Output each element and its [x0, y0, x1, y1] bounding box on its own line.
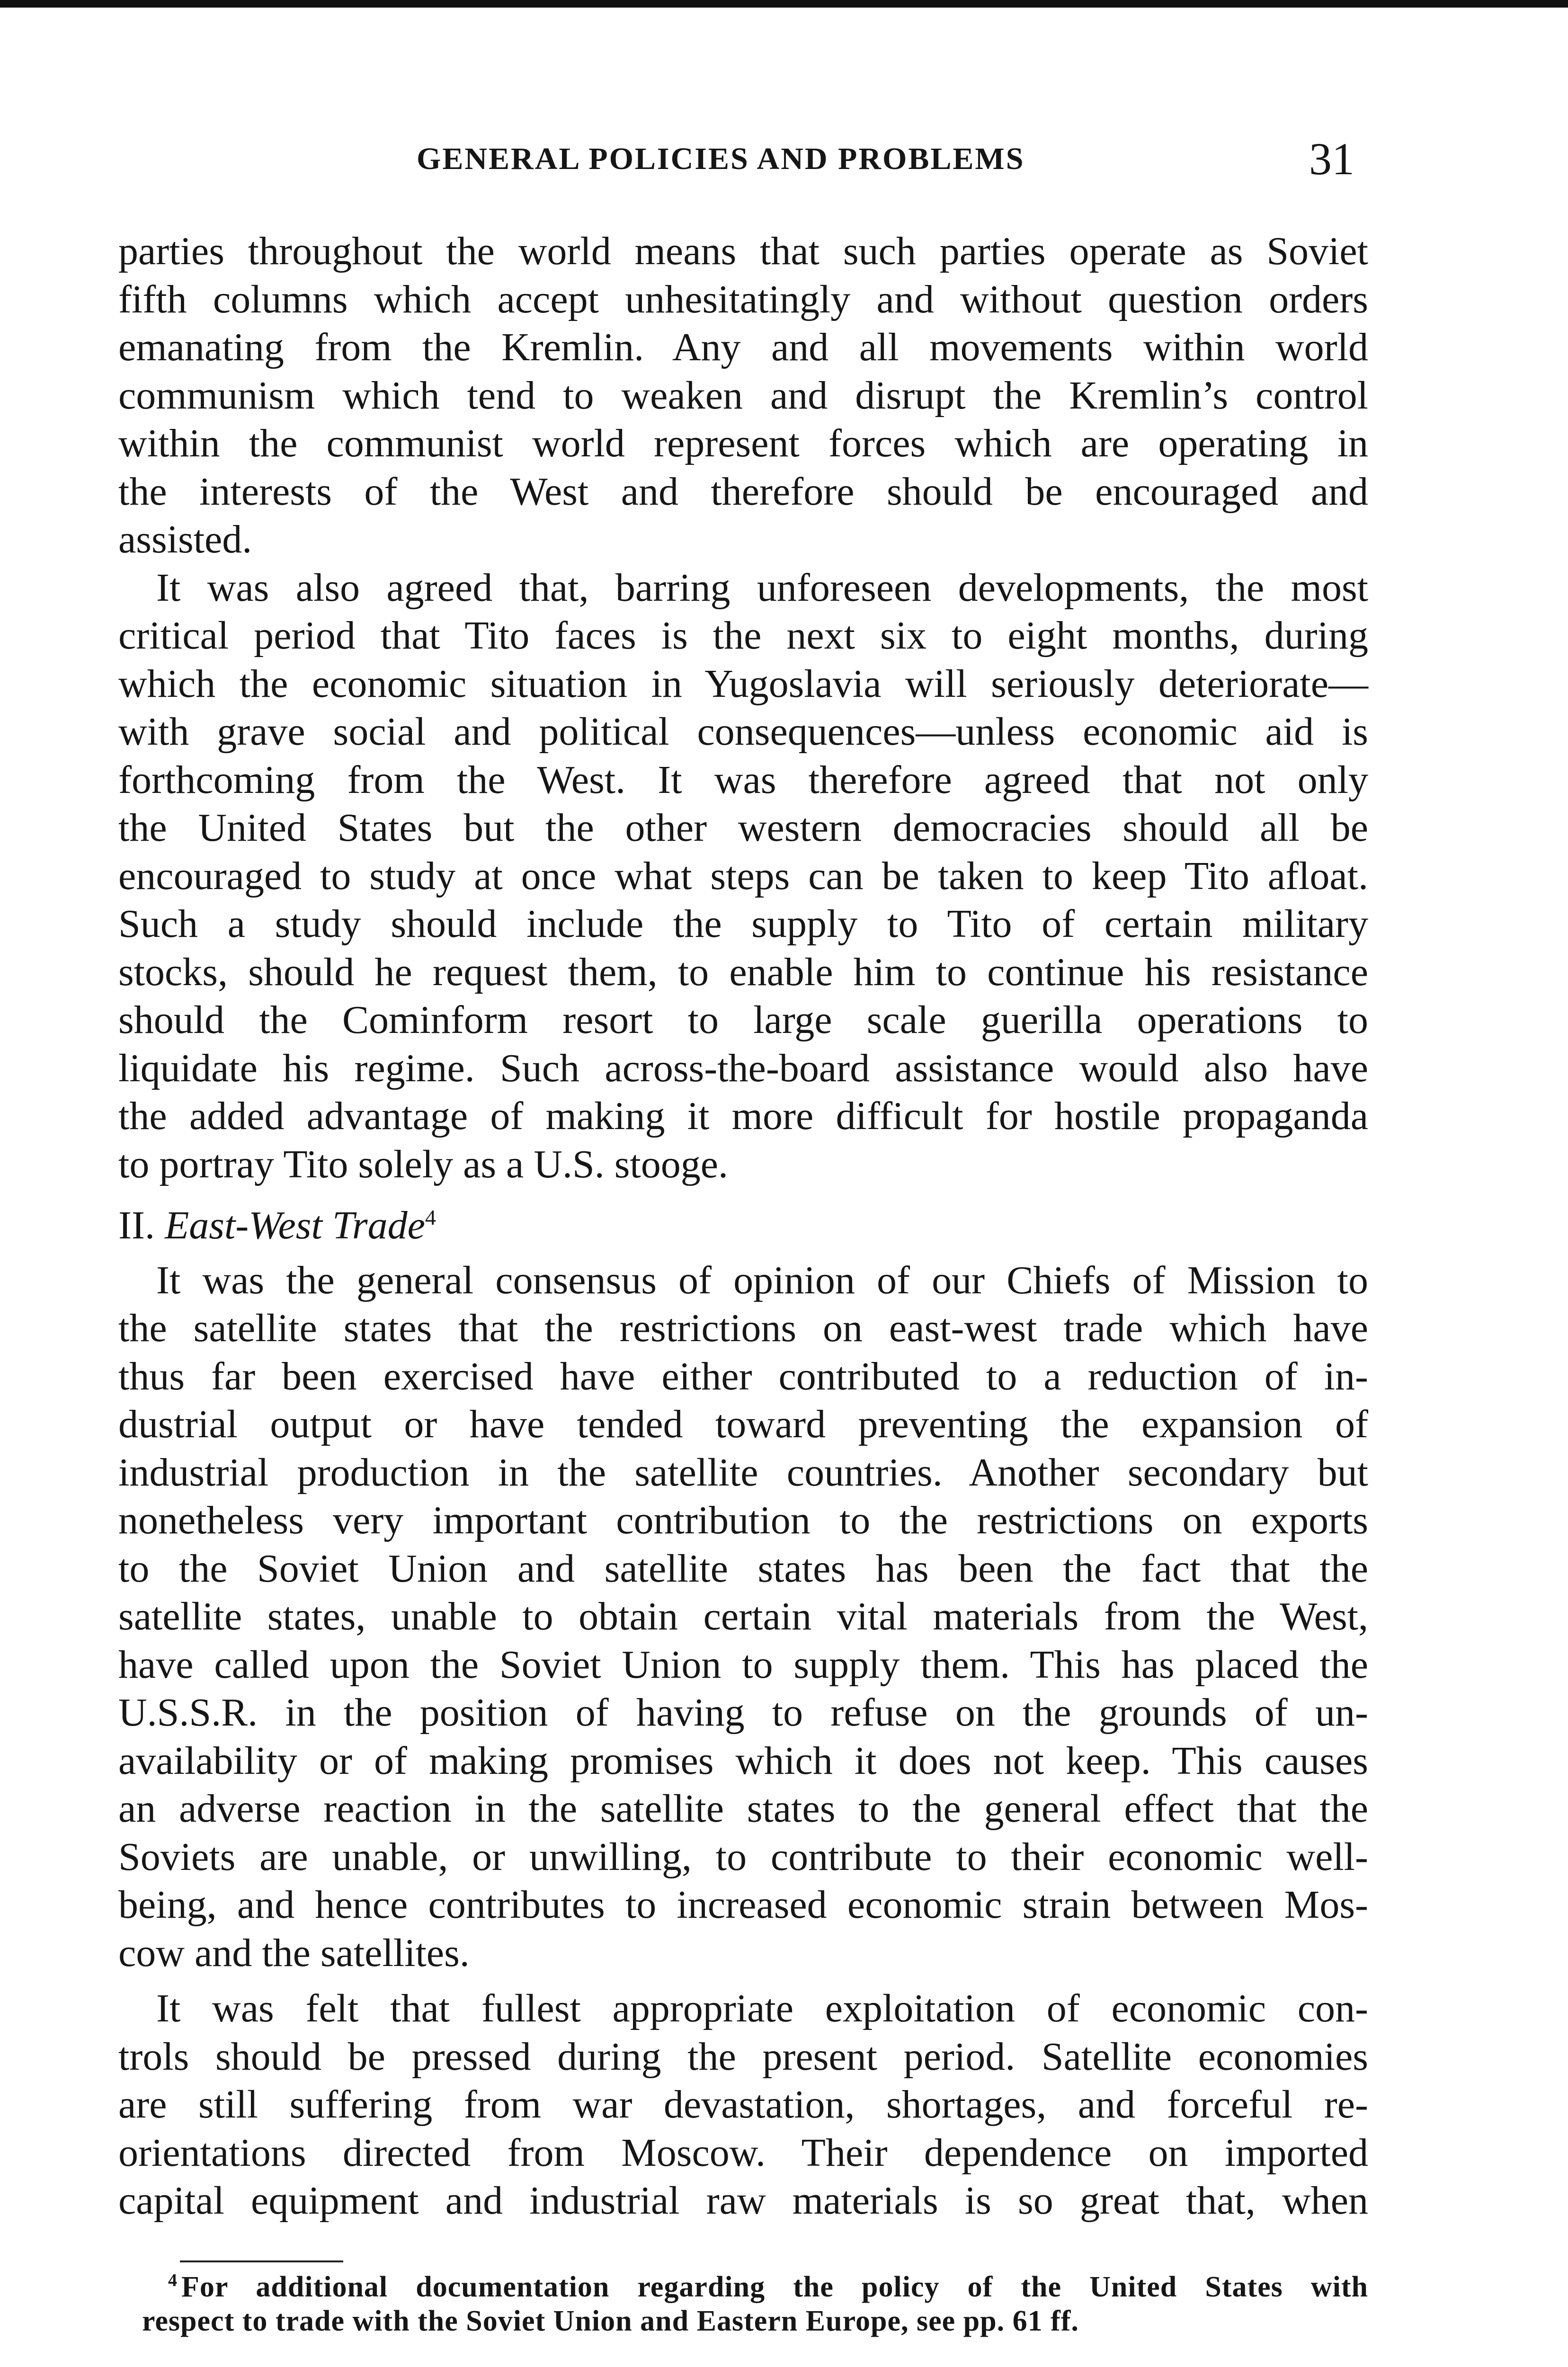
paragraph-3 [118, 1256, 1368, 1977]
page-number: 31 [1309, 133, 1354, 184]
text-line: cow and the satellites. [118, 1931, 470, 1975]
text-line: dustrial output or have tended toward preventing the expansion of [118, 1402, 1368, 1446]
text-line: an adverse reaction in the satellite states to the general effect that the [118, 1787, 1368, 1831]
text-line: parties throughout the world means that such parties operate as Soviet [118, 229, 1368, 273]
footnote-separator [180, 2260, 343, 2262]
section-title: East-West Trade [164, 1203, 425, 1247]
text-line: assisted. [118, 517, 252, 561]
text-line: Such a study should include the supply to Tito of certain military [118, 902, 1368, 946]
paragraph-1 [118, 227, 1368, 564]
text-line: satellite states, unable to obtain certain vital materials from the West, [118, 1594, 1368, 1638]
text-line: thus far been exercised have either contributed to a reduction of in- [118, 1354, 1368, 1398]
text-line: to portray Tito solely as a U.S. stooge. [118, 1142, 729, 1186]
paragraph-2 [118, 564, 1368, 1189]
paragraph-4 [118, 1984, 1368, 2225]
running-head: GENERAL POLICIES AND PROBLEMS [417, 142, 1025, 176]
text-line: liquidate his regime. Such across-the-board assistance would also have [118, 1046, 1368, 1090]
footnote-text: For additional documentation regarding the policy of the United States with [181, 2271, 1368, 2303]
text-line: orientations directed from Moscow. Their dependence on imported [118, 2130, 1368, 2175]
text-line: being, and hence contributes to increased economic strain between Mos- [118, 1883, 1368, 1927]
text-line: It was also agreed that, barring unforeseen developments, the most [156, 565, 1368, 610]
text-line: capital equipment and industrial raw materials is so great that, when [118, 2179, 1368, 2223]
text-line: encouraged to study at once what steps can be taken to keep Tito afloat. [118, 854, 1368, 898]
text-line: It was the general consensus of opinion of our Chiefs of Mission to [156, 1258, 1368, 1302]
body-text [118, 227, 1368, 2225]
footnote [142, 2270, 1368, 2338]
footnote-reference: 4 [425, 1205, 436, 1229]
text-line: to the Soviet Union and satellite states has been the fact that the [118, 1546, 1368, 1591]
section-numeral: II. [118, 1203, 155, 1247]
text-line: forthcoming from the West. It was therefore agreed that not only [118, 757, 1368, 802]
text-line: within the communist world represent forces which are operating in [118, 421, 1368, 465]
text-line: trols should be pressed during the present period. Satellite economies [118, 2034, 1368, 2079]
text-line: emanating from the Kremlin. Any and all movements within world [118, 325, 1368, 369]
text-line: fifth columns which accept unhesitatingly and without question orders [118, 277, 1368, 321]
section-heading [118, 1201, 1368, 1250]
text-line: the added advantage of making it more difficult for hostile propaganda [118, 1094, 1368, 1138]
text-line: which the economic situation in Yugoslavia will seriously deteriorate— [118, 661, 1368, 706]
footnote-marker: 4 [168, 2270, 178, 2291]
text-line: industrial production in the satellite countries. Another secondary but [118, 1450, 1368, 1495]
text-line: U.S.S.R. in the position of having to refuse on the grounds of un- [118, 1691, 1368, 1735]
text-line: availability or of making promises which it does not keep. This causes [118, 1738, 1368, 1783]
footnote-line: respect to trade with the Soviet Union and Eastern Europe, see pp. 61 ff. [142, 2305, 1079, 2337]
text-line: nonetheless very important contribution to the restrictions on exports [118, 1498, 1368, 1542]
text-line: communism which tend to weaken and disrupt the Kremlin’s control [118, 373, 1368, 418]
text-line: the United States but the other western democracies should all be [118, 806, 1368, 850]
text-line: have called upon the Soviet Union to supply them. This has placed the [118, 1642, 1368, 1687]
text-line: It was felt that fullest appropriate exploitation of economic con- [156, 1986, 1368, 2030]
text-line: critical period that Tito faces is the next six to eight months, during [118, 614, 1368, 658]
footnote-line [142, 2270, 1368, 2304]
text-line: are still suffering from war devastation, shortages, and forceful re- [118, 2082, 1368, 2127]
text-line: stocks, should he request them, to enable him to continue his resistance [118, 950, 1368, 994]
text-line: with grave social and political consequences—unless economic aid is [118, 710, 1368, 754]
text-line: the interests of the West and therefore should be encouraged and [118, 469, 1368, 514]
text-line: the satellite states that the restrictions on east-west trade which have [118, 1306, 1368, 1350]
text-line: should the Cominform resort to large scale guerilla operations to [118, 998, 1368, 1042]
text-line: Soviets are unable, or unwilling, to contribute to their economic well- [118, 1834, 1368, 1879]
